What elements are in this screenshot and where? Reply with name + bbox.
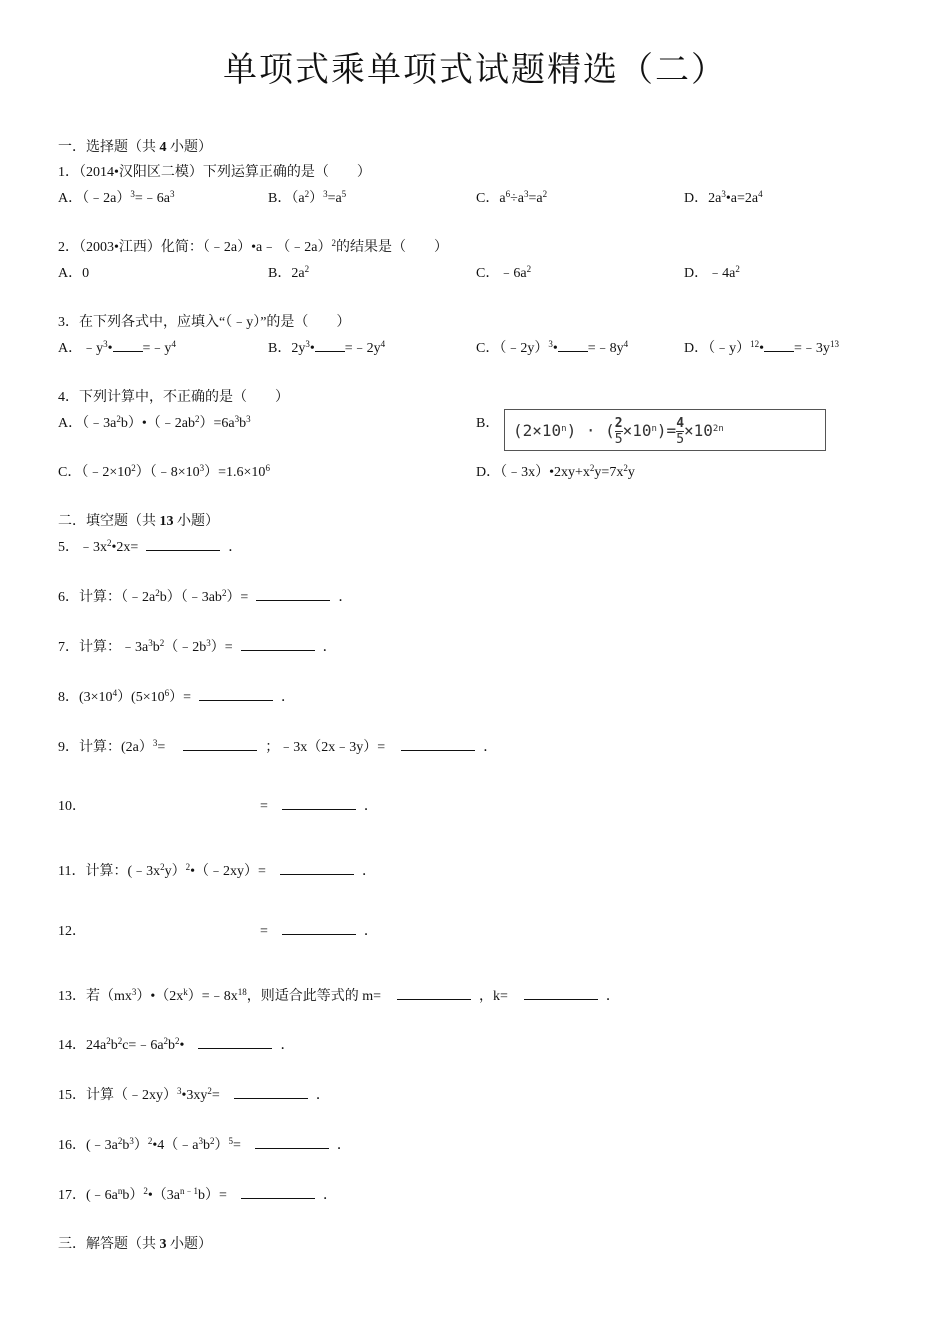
question-11: 11．计算：$(﹣3x^2y)^2•(﹣2xy)=$ ． [58, 862, 376, 879]
answer-blank[interactable] [146, 538, 220, 551]
question-15: 15．计算$(﹣2xy)^3•3xy^2=$ ． [58, 1086, 330, 1103]
answer-blank[interactable] [255, 1136, 329, 1149]
question-10-answer: = ． [260, 799, 378, 814]
answer-blank[interactable] [524, 987, 598, 1000]
question-14: 14．$24a^2b^2c=﹣6a^2b^2•$ ． [58, 1036, 295, 1053]
q3-option-b: B．$2y^3•$ $=﹣2y^4$ [268, 339, 386, 356]
section-heading-solve: 三．解答题（共 3 小题） [58, 1237, 212, 1252]
question-17: 17．$(﹣6a^nb)^2•(3a^{n﹣1}b)=$ ． [58, 1186, 337, 1203]
q2-option-b: B．$2a^2$ [268, 264, 310, 281]
answer-blank[interactable] [256, 588, 330, 601]
q2-option-d: D．$﹣4a^2$ [684, 264, 740, 281]
question-9: 9．计算：(2a）$^3$= ；﹣3x（2x﹣3y）= ． [58, 738, 498, 755]
question-10: 10． [58, 799, 86, 814]
question-6: 6．计算：$(﹣2a^2b)(﹣3ab^2)=$ ． [58, 588, 353, 605]
q1-option-a: A．$(﹣2a)^3=﹣6a^3$ [58, 189, 175, 206]
answer-blank[interactable] [183, 738, 257, 751]
answer-blank[interactable] [199, 688, 273, 701]
answer-blank[interactable] [397, 987, 471, 1000]
answer-blank[interactable] [241, 638, 315, 651]
q4-option-a: A．$(﹣3a^2b)•(﹣2ab^2)=6a^3b^3$ [58, 414, 251, 431]
question-13: 13．若$(mx^3)•(2x^k)=﹣8x^{18}$，则适合此等式的 m= ，k= ． [58, 987, 620, 1004]
q3-option-d: D．（﹣y）$^{12}$• $=﹣3y^{13}$ [684, 339, 839, 356]
section-heading-choice: 一．选择题（共 4 小题） [58, 140, 212, 155]
q1-option-c: C．$a^6\div a^3=a^2$ [476, 189, 548, 206]
question-3-stem: 3．在下列各式中，应填入“（﹣y）”的是（ ） [58, 315, 351, 330]
question-8: 8．$(3\times 10^4)(5\times 10^6)=$ ． [58, 688, 296, 705]
page-title: 单项式乘单项式试题精选（二） [223, 50, 727, 90]
question-1-stem: 1．（2014•汉阳区二模）下列运算正确的是（ ） [58, 165, 371, 180]
q4-option-b-label: B． [476, 416, 500, 431]
question-12: 12． [58, 924, 86, 939]
answer-blank[interactable] [282, 797, 356, 810]
q1-option-b: B．$(a^2)^3=a^5$ [268, 189, 347, 206]
answer-blank[interactable] [198, 1036, 272, 1049]
question-4-stem: 4．下列计算中，不正确的是（ ） [58, 390, 289, 405]
question-16: 16．$(﹣3a^2b^3)^2•4(﹣a^3b^2)^5=$ ． [58, 1136, 351, 1153]
q4-option-b-formula-image: $(2\times 10^n)$ · ( $\frac{2}{5}\times 10^n)=$ $\frac{4}{5}\times 10^{2n}$ [504, 409, 826, 451]
q4-option-c: C．$(﹣2\times 10^2)(﹣8\times 10^3)=1.6\times 10^6$ [58, 463, 270, 480]
answer-blank[interactable] [234, 1086, 308, 1099]
question-7: 7．计算：$﹣3a^3b^2(﹣2b^3)=$ ． [58, 638, 337, 655]
q2-option-a: A．0 [58, 266, 90, 281]
answer-blank[interactable] [282, 922, 356, 935]
q3-option-c: C．（﹣2y）$^3$• $=﹣8y^4$ [476, 339, 629, 356]
q2-option-c: C．$﹣6a^2$ [476, 264, 532, 281]
answer-blank[interactable] [280, 862, 354, 875]
answer-blank[interactable] [241, 1186, 315, 1199]
q1-option-d: D．$2a^3•a=2a^4$ [684, 189, 763, 206]
answer-blank[interactable] [401, 738, 475, 751]
section-heading-fill: 二．填空题（共 13 小题） [58, 514, 219, 529]
question-2-stem: 2．（2003•江西）化简：（﹣2a）•a﹣（﹣2a）$^2$的结果是（ ） [58, 238, 448, 255]
q3-option-a: A．$﹣y^3•$ $=﹣y^4$ [58, 339, 176, 356]
question-12-answer: = ． [260, 924, 378, 939]
q4-option-d: D．$(﹣3x)•2xy+x^2y=7x^2y$ [476, 463, 635, 480]
question-5: 5．$﹣3x^2•2x=$ ． [58, 538, 243, 555]
